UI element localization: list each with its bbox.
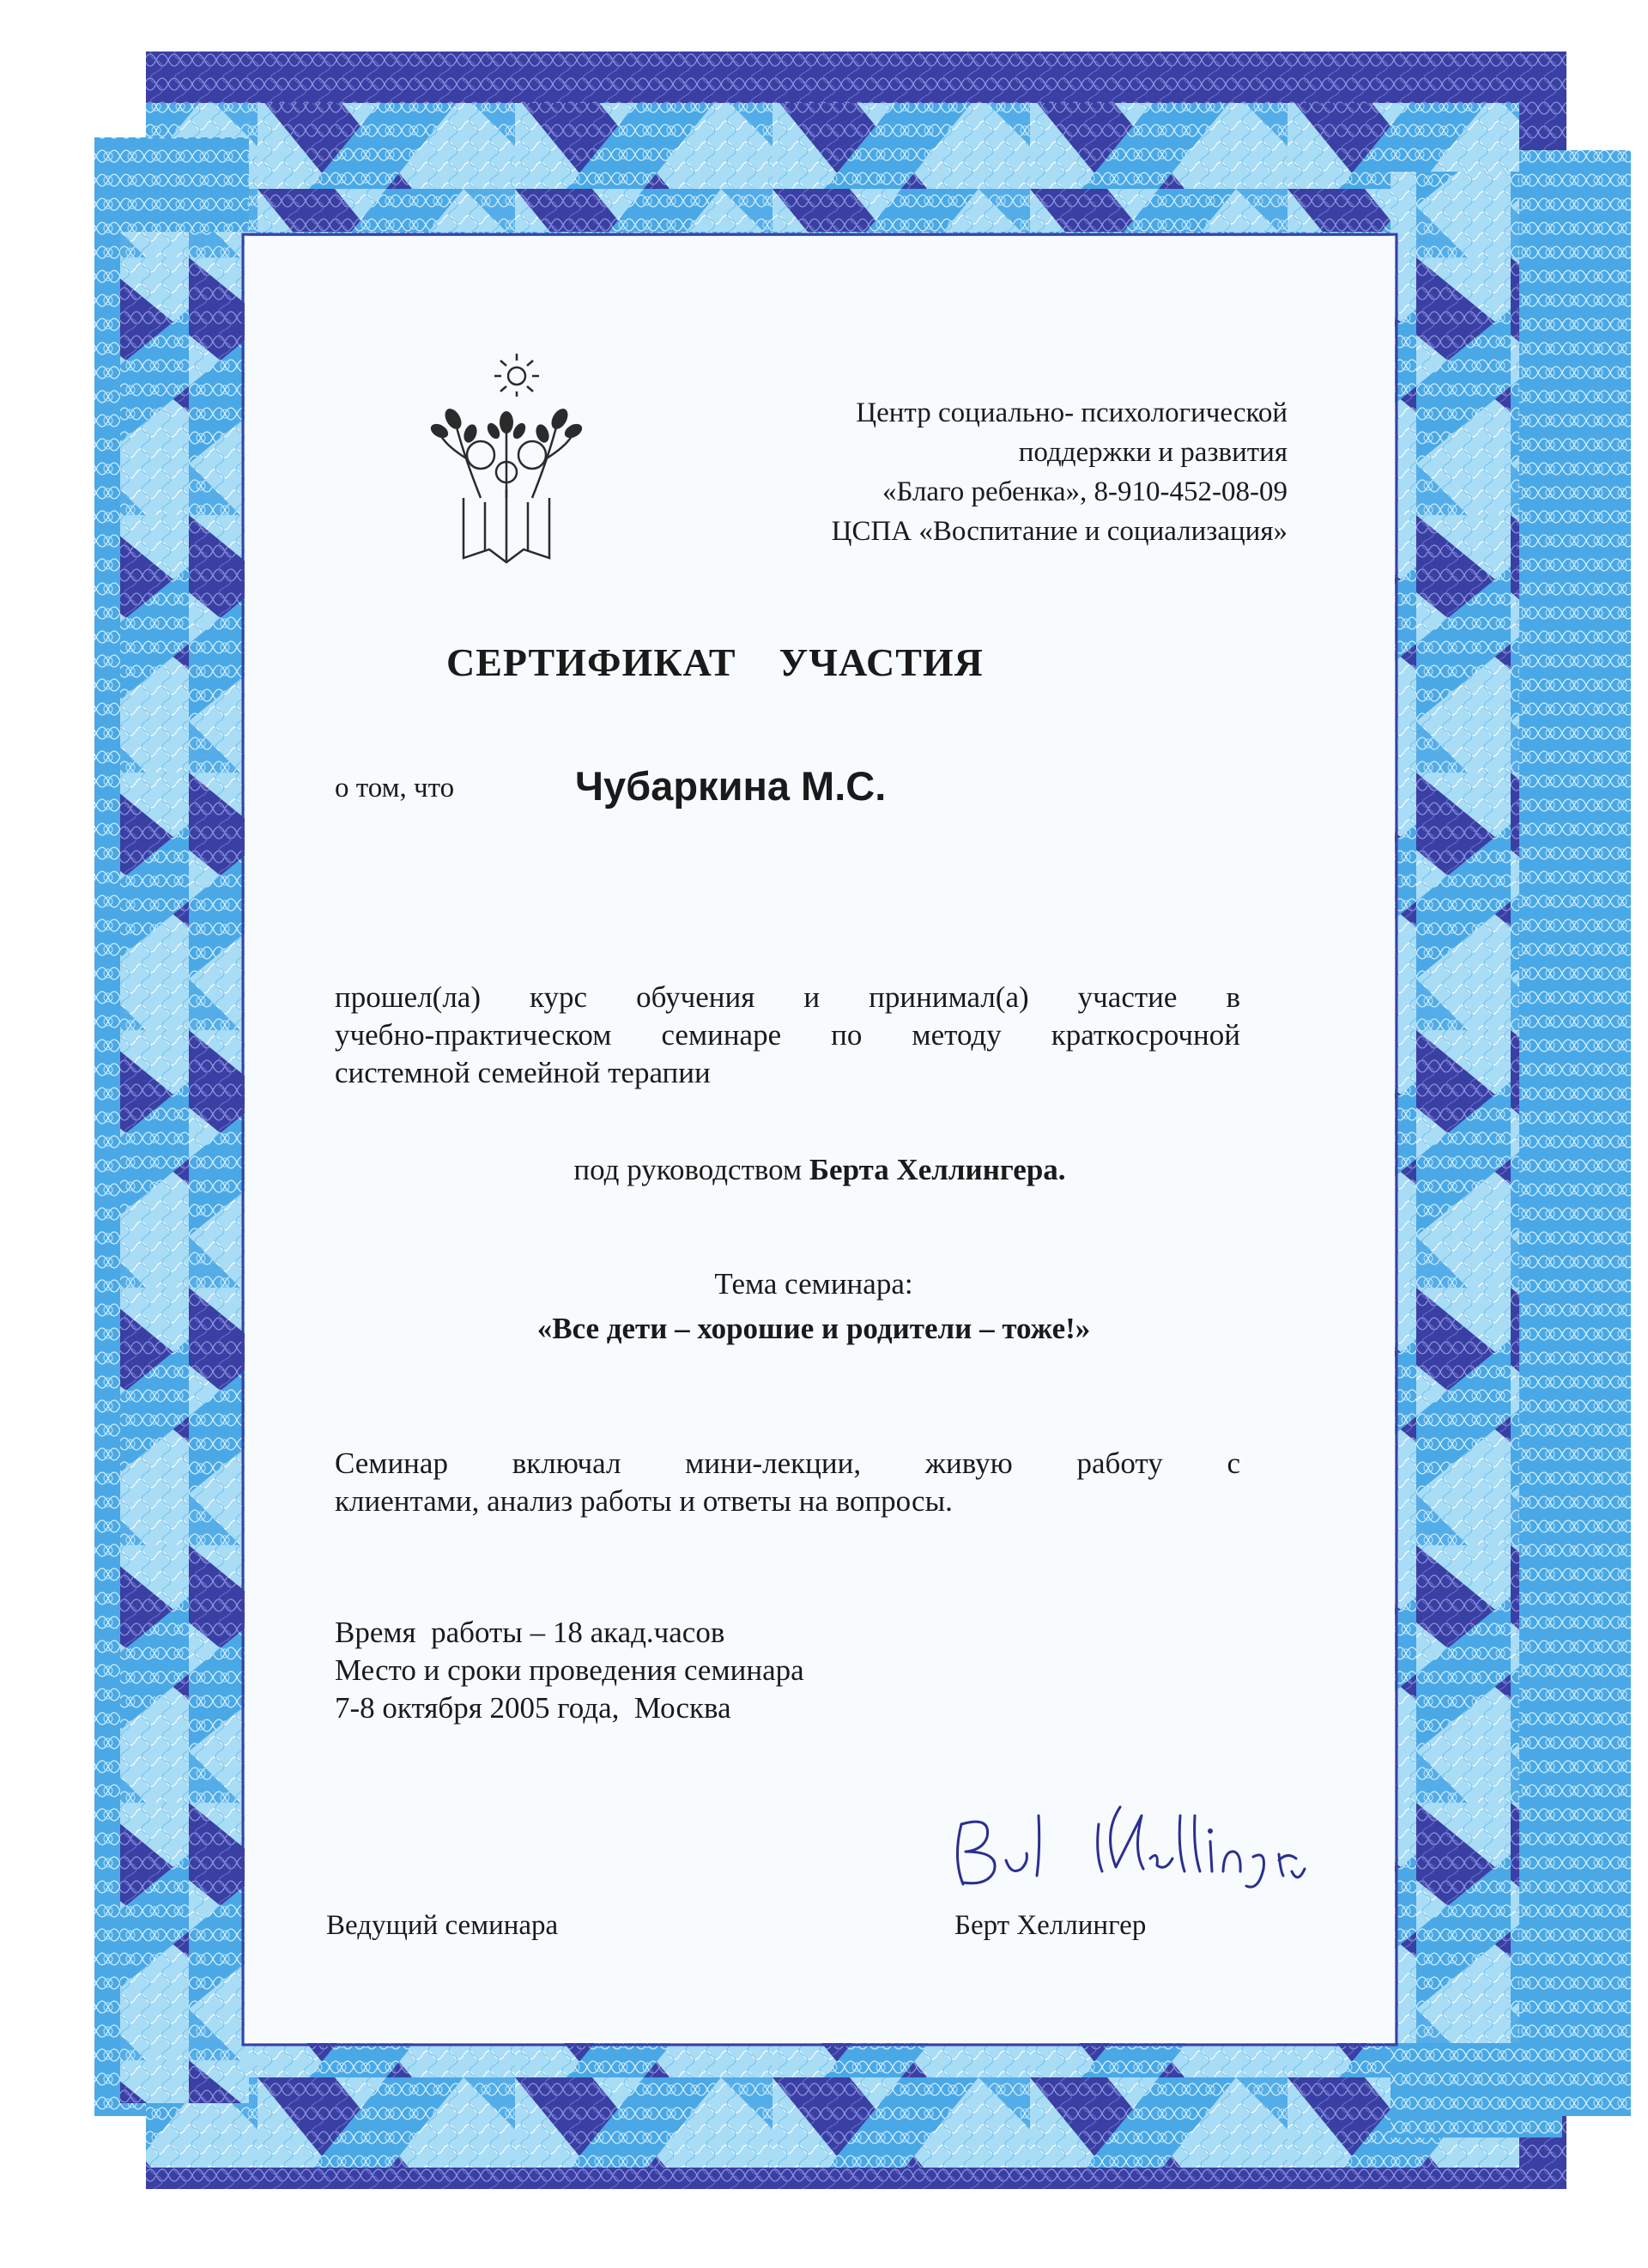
supervision-prefix: под руководством bbox=[573, 1153, 803, 1186]
seminar-content-line-2: клиентами, анализ работы и ответы на вопросы. bbox=[335, 1484, 953, 1518]
date-place-line: 7-8 октября 2005 года, Москва bbox=[335, 1691, 731, 1725]
recipient-label: о том, что bbox=[335, 773, 455, 804]
handwritten-signature bbox=[944, 1790, 1313, 1893]
seminar-details bbox=[335, 1614, 1240, 1727]
certificate-title: СЕРТИФИКАТ УЧАСТИЯ bbox=[446, 640, 984, 684]
recipient-name: Чубаркина М.С. bbox=[575, 763, 887, 809]
seminar-topic-label: Тема семинара: bbox=[714, 1267, 913, 1301]
supervisor-name: Берта Хеллингера. bbox=[809, 1153, 1066, 1186]
course-line-2: учебно-практическом семинаре по методу краткосрочной bbox=[335, 1018, 1240, 1052]
organization-line-2: поддержки и развития bbox=[1018, 437, 1288, 468]
supervision-line bbox=[245, 1153, 1395, 1187]
seminar-content-line-1: Семинар включал мини-лекции, живую работу с bbox=[335, 1446, 1240, 1480]
duration-line: Время работы – 18 акад.часов bbox=[335, 1616, 725, 1649]
organization-line-4: ЦСПА «Воспитание и социализация» bbox=[831, 516, 1288, 547]
course-line-1: прошел(ла) курс обучения и принимал(а) участие в bbox=[335, 980, 1240, 1014]
course-line-3: системной семейной терапии bbox=[335, 1056, 711, 1089]
course-description bbox=[335, 979, 1240, 1092]
leader-name: Берт Хеллингер bbox=[954, 1910, 1147, 1941]
organization-block bbox=[635, 393, 1288, 551]
tree-family-logo-icon bbox=[429, 352, 584, 567]
leader-label: Ведущий семинара bbox=[326, 1910, 559, 1941]
place-label-line: Место и сроки проведения семинара bbox=[335, 1653, 804, 1687]
organization-line-3: «Благо ребенка», 8-910-452-08-09 bbox=[882, 476, 1288, 507]
seminar-content bbox=[335, 1445, 1240, 1520]
seminar-topic: «Все дети – хорошие и родители – тоже!» bbox=[536, 1312, 1091, 1345]
organization-line-1: Центр социально- психологической bbox=[856, 397, 1288, 428]
